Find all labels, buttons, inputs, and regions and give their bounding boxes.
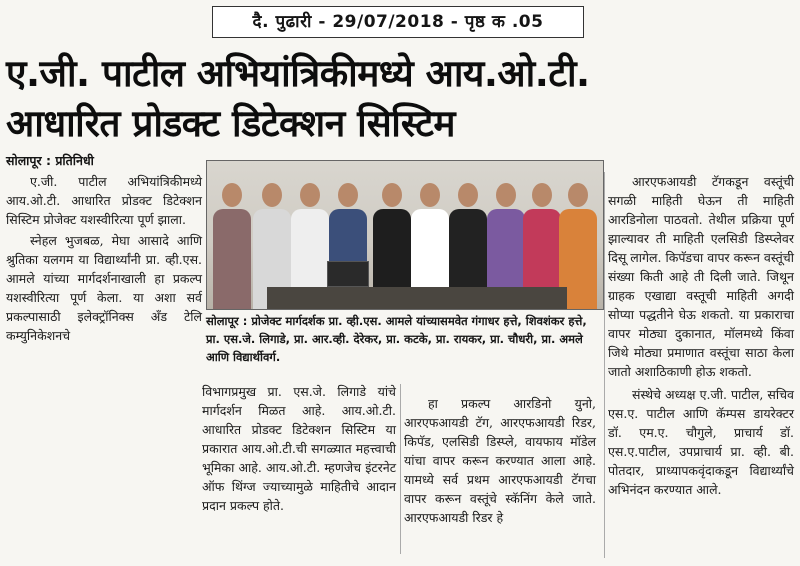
- column-2-para-1: विभागप्रमुख प्रा. एस.जे. लिगाडे यांचे मार्गदर्शन मिळत आहे. आय.ओ.टी. आधारित प्रोडक्ट डिटेक्शन सिस्टिम या प्रकारात आय.ओ.टी.ची सगळ्यात महत्त्वाची भूमिका आहे. आय.ओ.टी. म्हणजेच इंटरनेट ऑफ थिंग्ज ज्याच्यामुळे माहितीचे आदान प्रदान प्रकल्प होते.: [202, 384, 396, 513]
- byline: सोलापूर : प्रतिनिधी: [6, 153, 94, 168]
- column-4-para-2: संस्थेचे अध्यक्ष ए.जी. पाटील, सचिव एस.ए. पाटील आणि कॅम्पस डायरेक्टर डॉ. एम.ए. चौगुले, प्राचार्य डॉ. एस.ए.पाटील, उपप्राचार्य प्रा. व्ही. बी. पोतदार, प्राध्यापकवृंदाकडून विद्यार्थ्यांचे अभिनंदन करण्यात आले.: [608, 387, 794, 497]
- group-photo: [206, 160, 604, 310]
- column-4-para-1: आरएफआयडी टॅगकडून वस्तूंची सगळी माहिती घेऊन ती माहिती आरडिनोला पाठवतो. तेथील प्रक्रिया पूर्ण झाल्यावर ती माहिती एलसिडी डिस्प्लेवर दिसू लागेल. किपॅडचा वापर करून वस्तूंची संख्या किती आहे ती दिली जाते. जिथून ग्राहक एखाद्या वस्तूची माहिती अगदी सोप्या पद्धतीने घेऊ शकतो. या प्रकाराचा वापर मोठ्या दुकानात, मॉलमध्ये किंवा जिथे मोठ्या प्रमाणात वस्तूंचा साठा केला जातो अशाठिकाणी होऊ शकतो.: [608, 174, 794, 379]
- column-divider: [400, 384, 401, 554]
- column-4: [608, 172, 794, 499]
- photo-laptop: [327, 261, 369, 287]
- column-3: [404, 394, 596, 527]
- column-1: [6, 172, 202, 345]
- column-1-para-2: स्नेहल भुजबळ, मेघा आसादे आणि श्रुतिका यलगम या विद्यार्थ्यांनी प्रा. व्ही.एस. आमले यांच्या मार्गदर्शनाखाली हा प्रकल्प यशस्वीरित्या पूर्ण केला. या अशा सर्व प्रकल्पासाठी इलेक्ट्रॉनिक्स अँड टेलि कम्युनिकेशनचे: [6, 233, 202, 343]
- photo-person: [213, 183, 251, 309]
- headline-line-2: आधारित प्रोडक्ट डिटेक्शन सिस्टिम: [6, 102, 455, 145]
- column-3-para-1: हा प्रकल्प आरडिनो युनो, आरएफआयडी टॅग, आरएफआयडी रिडर, किपॅड, एलसिडी डिस्प्ले, वायफाय मॉडेल यांचा वापर करून करण्यात आला आहे. यामध्ये सर्व प्रथम आरएफआयडी टॅगचा वापर करून वस्तूंचे स्कॅनिंग केले जाते. आरएफआयडी रिडर हे: [404, 396, 596, 525]
- column-2: [202, 382, 396, 515]
- column-divider: [604, 172, 605, 558]
- column-1-para-1: ए.जी. पाटील अभियांत्रिकीमध्ये आय.ओ.टी. आधारित प्रोडक्ट डिटेक्शन सिस्टिम प्रोजेक्ट यशस्वीरित्या पूर्ण झाला.: [6, 174, 202, 227]
- headline-line-1: ए.जी. पाटील अभियांत्रिकीमध्ये आय.ओ.टी.: [6, 52, 590, 95]
- photo-table: [267, 287, 567, 309]
- masthead: दै. पुढारी - 29/07/2018 - पृष्ठ क .05: [212, 6, 584, 38]
- photo-caption: सोलापूर : प्रोजेक्ट मार्गदर्शक प्रा. व्ही.एस. आमले यांच्यासमवेत गंगाधर हत्ते, शिवशंकर हत्ते, प्रा. एस.जे. लिगाडे, प्रा. आर.व्ही. देरेकर, प्रा. कटके, प्रा. रायकर, प्रा. चौधरी, प्रा. अमले आणि विद्यार्थीवर्ग.: [206, 314, 587, 364]
